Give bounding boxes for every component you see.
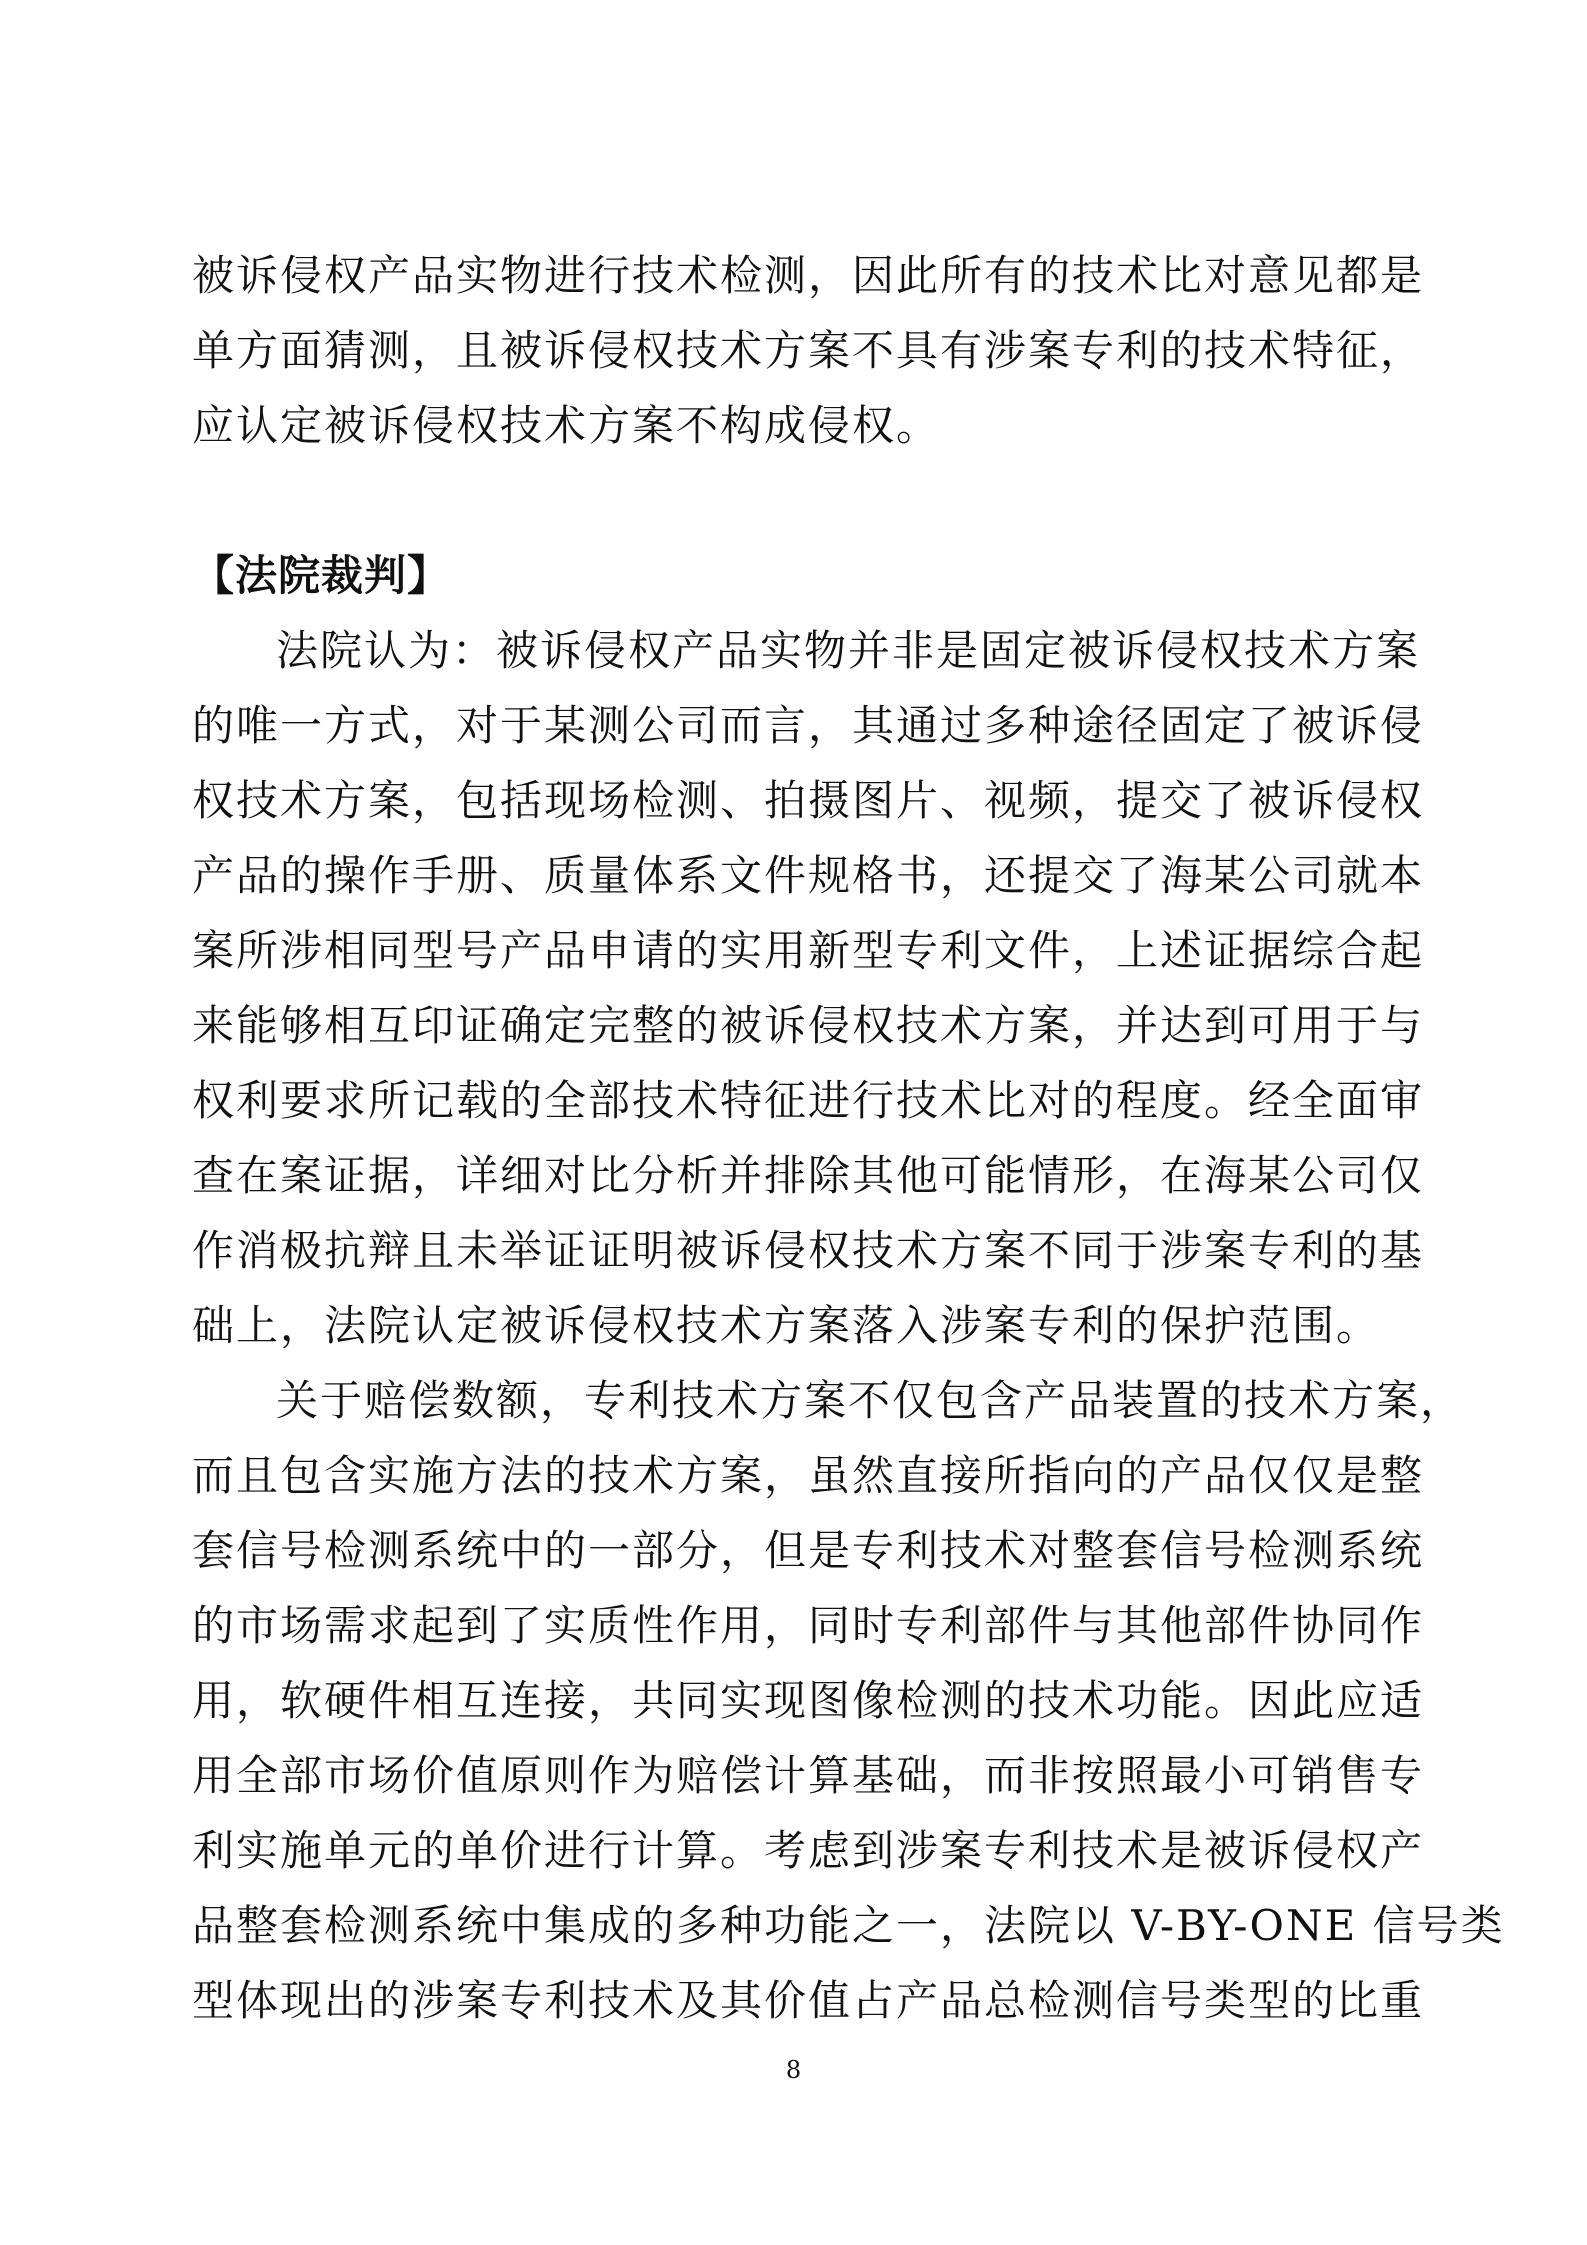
text-line: 应认定被诉侵权技术方案不构成侵权。 [192, 401, 941, 450]
paragraph-line: 来能够相互印证确定完整的被诉侵权技术方案，并达到可用于与 [192, 1001, 1425, 1050]
text-line: 单方面猜测，且被诉侵权技术方案不具有涉案专利的技术特征， [192, 326, 1425, 375]
page-number: 8 [785, 2056, 802, 2084]
paragraph-line: 的唯一方式，对于某测公司而言，其通过多种途径固定了被诉侵 [192, 701, 1425, 750]
paragraph-line: 套信号检测系统中的一部分，但是专利技术对整套信号检测系统 [192, 1526, 1425, 1575]
paragraph-line: 的市场需求起到了实质性作用，同时专利部件与其他部件协同作 [192, 1601, 1425, 1650]
paragraph-line: 查在案证据，详细对比分析并排除其他可能情形，在海某公司仅 [192, 1151, 1425, 1200]
paragraph-line: 法院认为：被诉侵权产品实物并非是固定被诉侵权技术方案 [276, 626, 1421, 675]
paragraph-line: 用全部市场价值原则作为赔偿计算基础，而非按照最小可销售专 [192, 1751, 1425, 1800]
paragraph-line: 型体现出的涉案专利技术及其价值占产品总检测信号类型的比重 [192, 1976, 1425, 2025]
paragraph-line: 案所涉相同型号产品申请的实用新型专利文件，上述证据综合起 [192, 926, 1425, 975]
paragraph-line: 权技术方案，包括现场检测、拍摄图片、视频，提交了被诉侵权 [192, 776, 1425, 825]
paragraph-line: 品整套检测系统中集成的多种功能之一，法院以 V-BY-ONE 信号类 [192, 1901, 1505, 1950]
paragraph-line: 础上，法院认定被诉侵权技术方案落入涉案专利的保护范围。 [192, 1301, 1381, 1350]
text-line: 被诉侵权产品实物进行技术检测，因此所有的技术比对意见都是 [192, 251, 1425, 300]
paragraph-line: 利实施单元的单价进行计算。考虑到涉案专利技术是被诉侵权产 [192, 1826, 1425, 1875]
paragraph-line: 用，软硬件相互连接，共同实现图像检测的技术功能。因此应适 [192, 1676, 1425, 1725]
paragraph-line: 权利要求所记载的全部技术特征进行技术比对的程度。经全面审 [192, 1076, 1425, 1125]
paragraph-line: 作消极抗辩且未举证证明被诉侵权技术方案不同于涉案专利的基 [192, 1226, 1425, 1275]
paragraph-line: 产品的操作手册、质量体系文件规格书，还提交了海某公司就本 [192, 851, 1425, 900]
paragraph-line: 关于赔偿数额，专利技术方案不仅包含产品装置的技术方案， [276, 1376, 1465, 1425]
paragraph-line: 而且包含实施方法的技术方案，虽然直接所指向的产品仅仅是整 [192, 1451, 1425, 1500]
section-heading: 【法院裁判】 [192, 551, 451, 600]
